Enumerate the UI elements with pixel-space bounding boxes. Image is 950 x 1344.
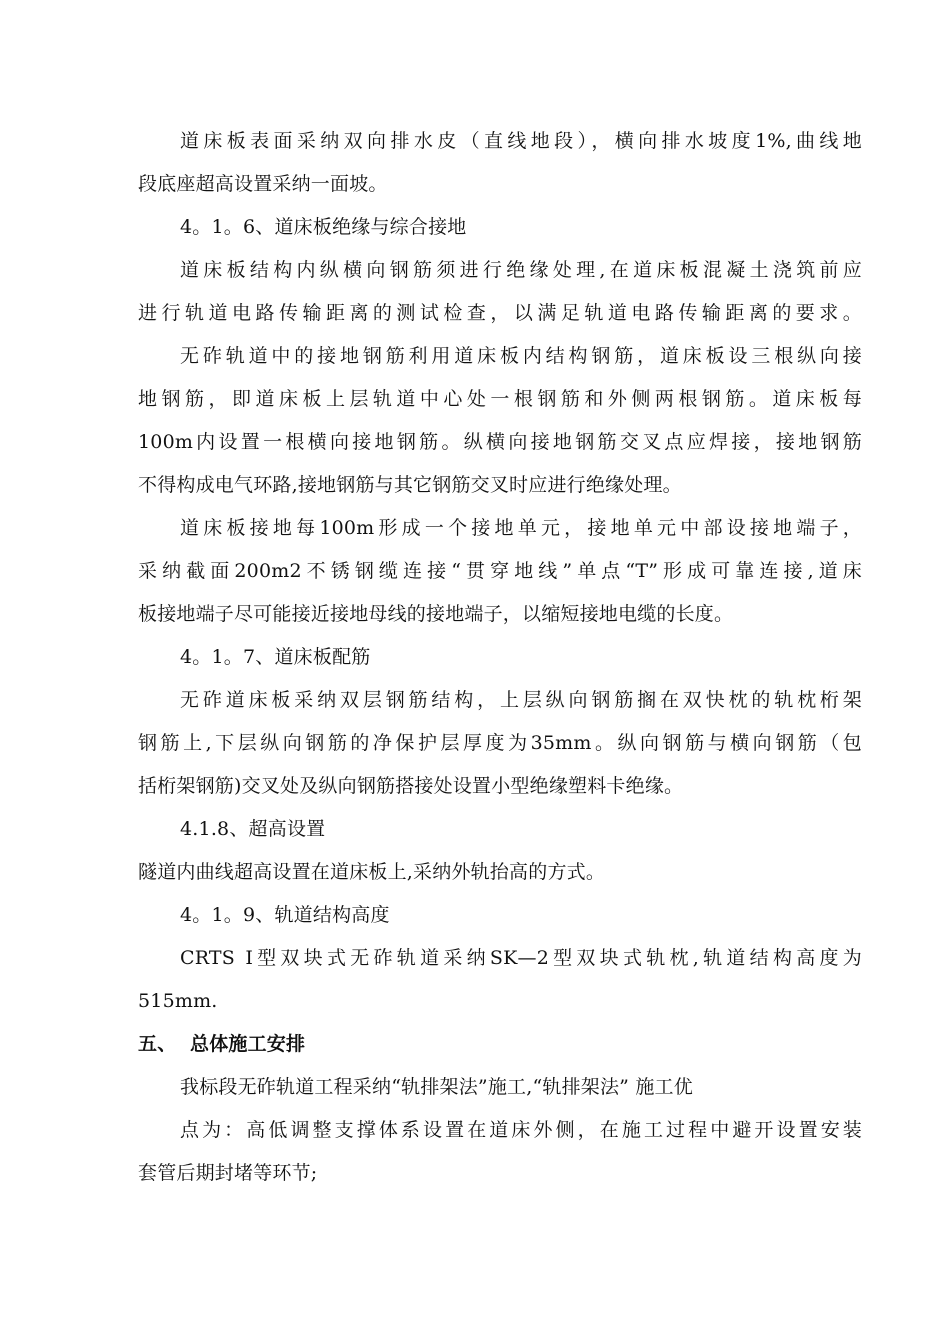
paragraph-line: 段底座超高设置采纳一面坡。 (138, 173, 388, 195)
paragraph-line: 板接地端子尽可能接近接地母线的接地端子，以缩短接地电缆的长度。 (138, 603, 734, 625)
paragraph-line: 点为：高低调整支撑体系设置在道床外侧，在施工过程中避开设置安装 (180, 1119, 862, 1141)
paragraph-line: 100m内设置一根横向接地钢筋。纵横向接地钢筋交叉点应焊接，接地钢筋 (138, 431, 862, 453)
paragraph-line: 括桁架钢筋)交叉处及纵向钢筋搭接处设置小型绝缘塑料卡绝缘。 (138, 775, 684, 797)
subsection-heading: 4。1。9、轨道结构高度 (180, 904, 390, 926)
section-heading (138, 1031, 862, 1057)
subsection-heading: 4。1。6、道床板绝缘与综合接地 (180, 216, 467, 238)
paragraph-line: 道床板结构内纵横向钢筋须进行绝缘处理,在道床板混凝土浇筑前应 (180, 259, 862, 281)
paragraph-line: 不得构成电气环路,接地钢筋与其它钢筋交叉时应进行绝缘处理。 (138, 474, 682, 496)
paragraph-line: 隧道内曲线超高设置在道床板上,采纳外轨抬高的方式。 (138, 861, 606, 883)
paragraph-line: 地钢筋，即道床板上层轨道中心处一根钢筋和外侧两根钢筋。道床板每 (138, 388, 862, 410)
paragraph-line: 我标段无砟轨道工程采纳“轨排架法”施工,“轨排架法” 施工优 (180, 1076, 693, 1098)
section-number: 五、 (138, 1033, 177, 1055)
paragraph-line: 无砟轨道中的接地钢筋利用道床板内结构钢筋，道床板设三根纵向接 (180, 345, 862, 367)
section-title: 总体施工安排 (190, 1033, 306, 1055)
paragraph-line: 钢筋上,下层纵向钢筋的净保护层厚度为35mm。纵向钢筋与横向钢筋（包 (138, 732, 862, 754)
paragraph-line: 515mm. (138, 990, 218, 1012)
paragraph-line: 无砟道床板采纳双层钢筋结构，上层纵向钢筋搁在双快枕的轨枕桁架 (180, 689, 862, 711)
paragraph-line: 进行轨道电路传输距离的测试检查，以满足轨道电路传输距离的要求。 (138, 302, 862, 324)
subsection-heading: 4。1。7、道床板配筋 (180, 646, 371, 668)
paragraph-line: CRTS Ⅰ型双块式无砟轨道采纳SK—2型双块式轨枕,轨道结构高度为 (180, 947, 862, 969)
paragraph-line: 道床板接地每100m形成一个接地单元，接地单元中部设接地端子， (180, 517, 862, 539)
paragraph-line: 采纳截面200m2不锈钢缆连接“贯穿地线”单点“T”形成可靠连接,道床 (138, 560, 862, 582)
paragraph-line: 道床板表面采纳双向排水皮（直线地段），横向排水坡度1%,曲线地 (180, 130, 862, 152)
subsection-heading: 4.1.8、超高设置 (180, 818, 326, 840)
paragraph-line: 套管后期封堵等环节; (138, 1162, 318, 1184)
